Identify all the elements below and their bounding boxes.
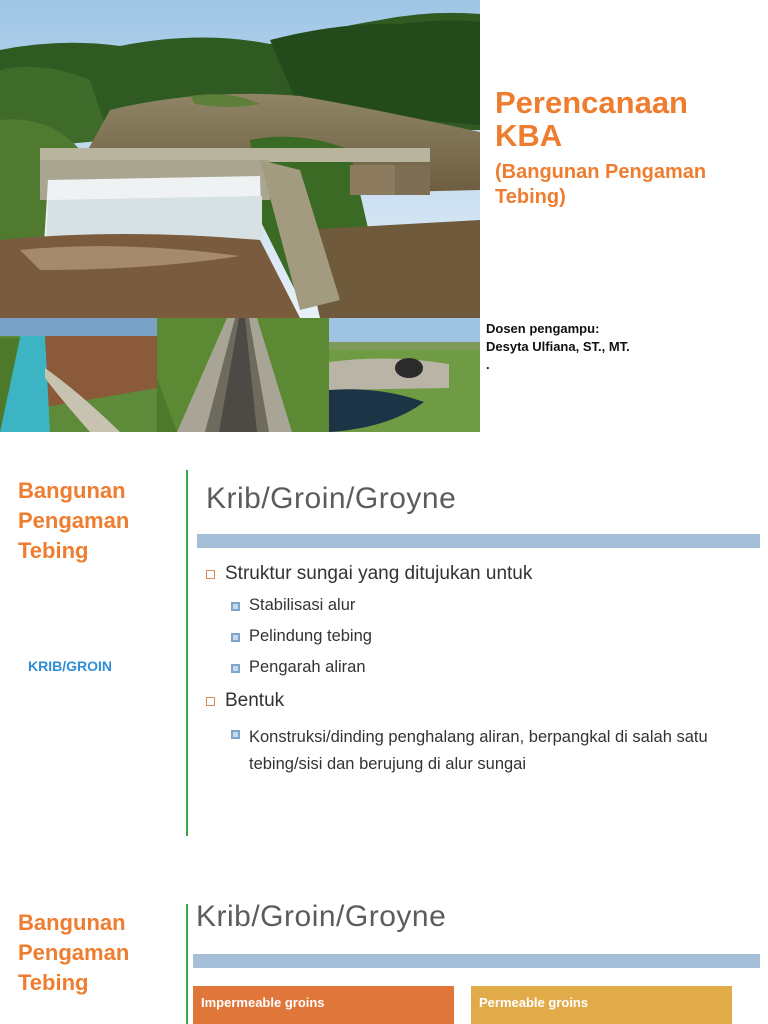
- title-slide: [0, 0, 768, 432]
- title-block: [495, 86, 763, 210]
- bullet-level2: Konstruksi/dinding penghalang aliran, berpangkal di salah satu tebing/sisi dan berujung di alur sungai: [231, 724, 721, 778]
- heading-bar: [197, 534, 760, 548]
- lecturer-name: Desyta Ulfiana, ST., MT.: [486, 339, 630, 354]
- blue-square-bullet-icon: [231, 602, 240, 611]
- bullet-level2: Pengarah aliran: [231, 658, 366, 677]
- blue-square-bullet-icon: [231, 730, 240, 739]
- lecturer-label: Dosen pengampu:: [486, 321, 600, 336]
- heading-bar: [193, 954, 760, 968]
- permeable-groins-box: Permeable groins: [471, 986, 732, 1024]
- culvert-photo: [329, 318, 480, 432]
- blue-square-bullet-icon: [231, 633, 240, 642]
- bullet-level2: Pelindung tebing: [231, 627, 372, 646]
- presentation-title: Perencanaan KBA: [495, 85, 688, 153]
- bullet-level1: Struktur sungai yang ditujukan untuk: [206, 563, 532, 585]
- sidebar-section-label: KRIB/GROIN: [28, 658, 112, 674]
- slide-heading: Krib/Groin/Groyne: [206, 482, 457, 515]
- slide-heading: Krib/Groin/Groyne: [196, 900, 447, 933]
- hollow-square-bullet-icon: [206, 570, 215, 579]
- trailing-mark: .: [486, 357, 490, 372]
- krib-types-slide: [0, 874, 768, 1024]
- bullet-level2: Stabilisasi alur: [231, 596, 355, 615]
- lecturer-info: [486, 320, 630, 374]
- irrigation-canal-photo: [0, 318, 157, 432]
- blue-square-bullet-icon: [231, 664, 240, 673]
- concrete-channel-photo: [157, 318, 329, 432]
- krib-definition-slide: [0, 444, 768, 854]
- bullet-level1: Bentuk: [206, 690, 284, 712]
- presentation-subtitle: (Bangunan Pengaman Tebing): [495, 161, 707, 208]
- divider-line: [186, 470, 188, 836]
- sidebar-title: Bangunan Pengaman Tebing: [18, 478, 130, 563]
- hollow-square-bullet-icon: [206, 697, 215, 706]
- impermeable-groins-box: Impermeable groins: [193, 986, 454, 1024]
- sidebar-title: Bangunan Pengaman Tebing: [18, 910, 130, 995]
- dam-spillway-photo: [0, 0, 480, 318]
- divider-line: [186, 904, 188, 1024]
